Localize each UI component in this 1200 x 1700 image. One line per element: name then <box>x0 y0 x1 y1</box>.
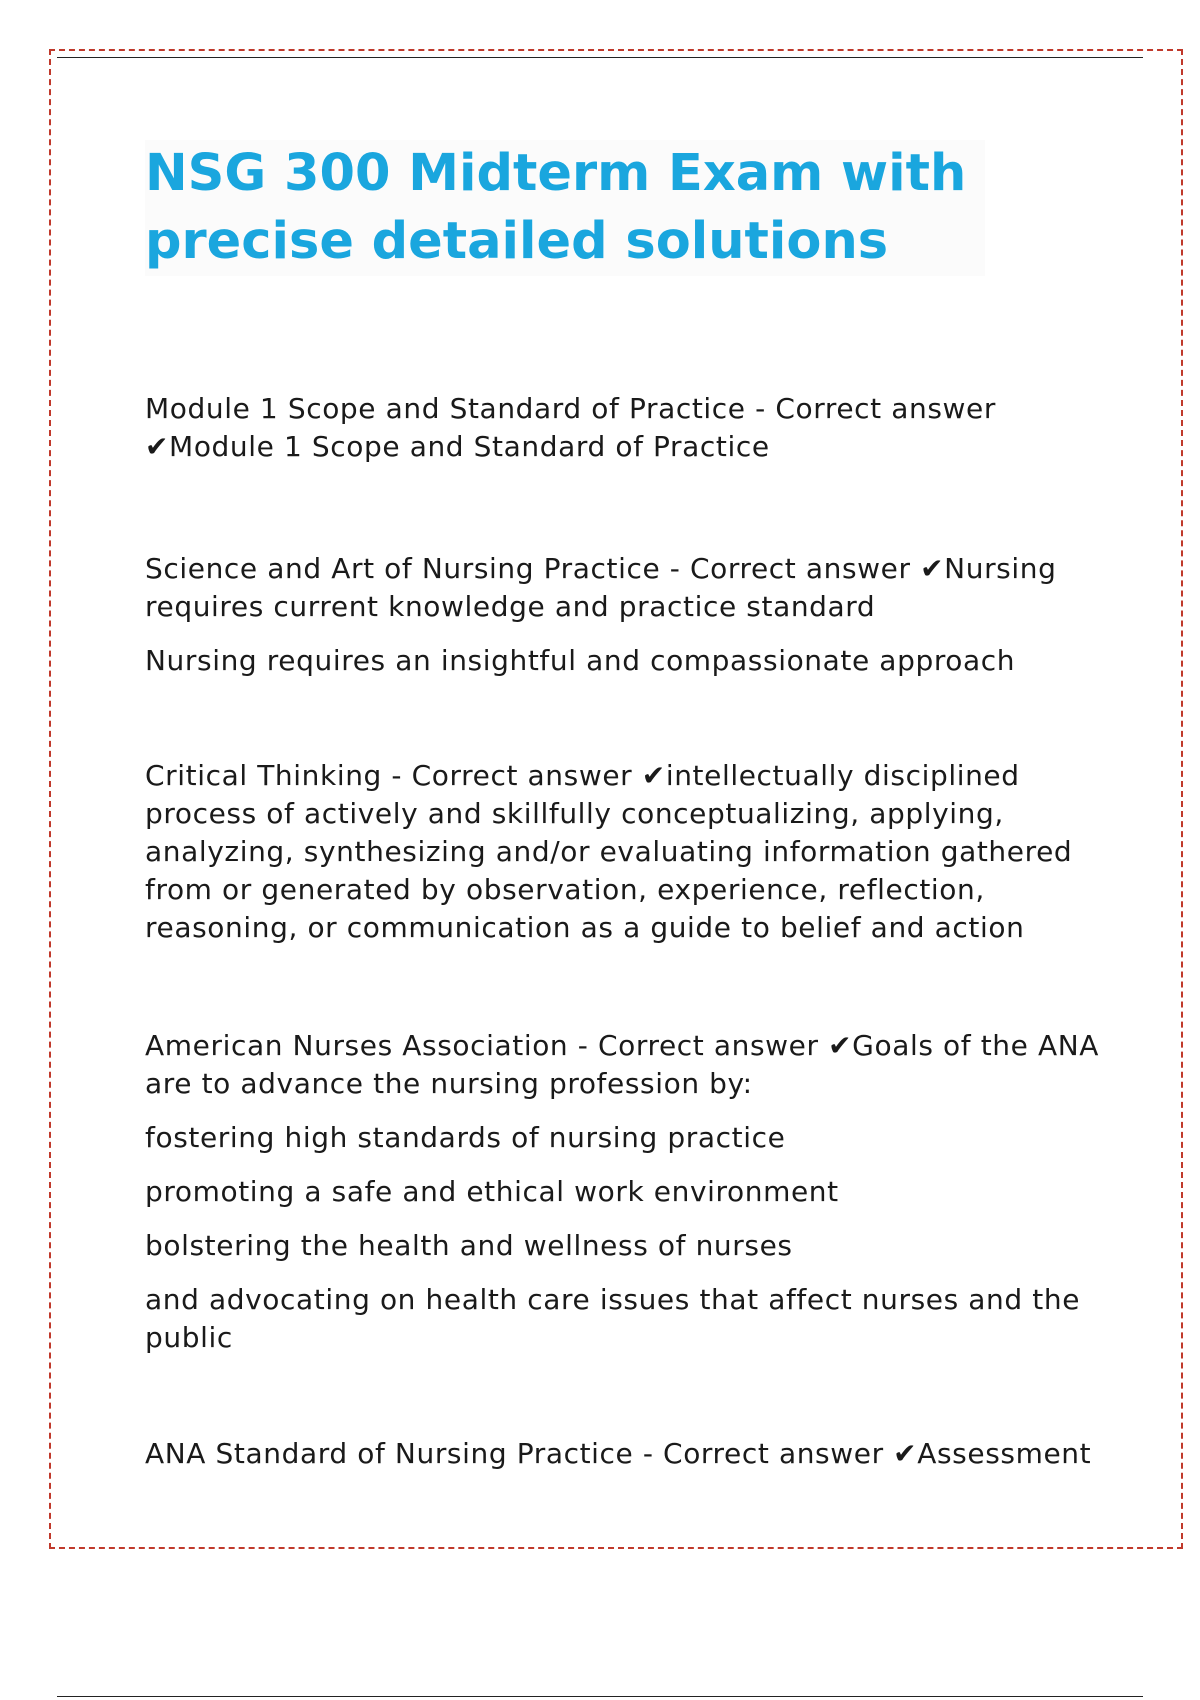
header-rule <box>57 57 1143 58</box>
entry-text: fostering high standards of nursing practice <box>145 1121 786 1154</box>
entry-text: Science and Art of Nursing Practice - Correct answer ✔Nursing requires current knowledge and practice standard <box>145 552 1057 623</box>
qa-entry <box>145 1435 1105 1473</box>
qa-entry <box>145 390 1105 466</box>
footer-rule <box>57 1696 1143 1697</box>
qa-entry <box>145 757 1105 947</box>
entry-text: ANA Standard of Nursing Practice - Correct answer ✔Assessment <box>145 1437 1092 1470</box>
entry-text: bolstering the health and wellness of nurses <box>145 1229 793 1262</box>
qa-entry <box>145 550 1105 680</box>
document-body <box>145 390 1105 1533</box>
entry-text: Nursing requires an insightful and compassionate approach <box>145 644 1016 677</box>
entry-text: promoting a safe and ethical work environment <box>145 1175 839 1208</box>
entry-text: and advocating on health care issues that affect nurses and the public <box>145 1283 1081 1354</box>
document-title: NSG 300 Midterm Exam with precise detailed solutions <box>145 140 985 276</box>
entry-text: Module 1 Scope and Standard of Practice - Correct answer ✔Module 1 Scope and Standard of Practice <box>145 392 996 463</box>
entry-text: Critical Thinking - Correct answer ✔intellectually disciplined process of actively and skillfully conceptualizing, applying, analyzing, synthesizing and/or evaluating information gathered from or generated by observation, experience, reflection, reasoning, or communication as a guide to belief and action <box>145 759 1073 944</box>
entry-text: American Nurses Association - Correct answer ✔Goals of the ANA are to advance the nursing profession by: <box>145 1029 1100 1100</box>
qa-entry <box>145 1027 1105 1357</box>
